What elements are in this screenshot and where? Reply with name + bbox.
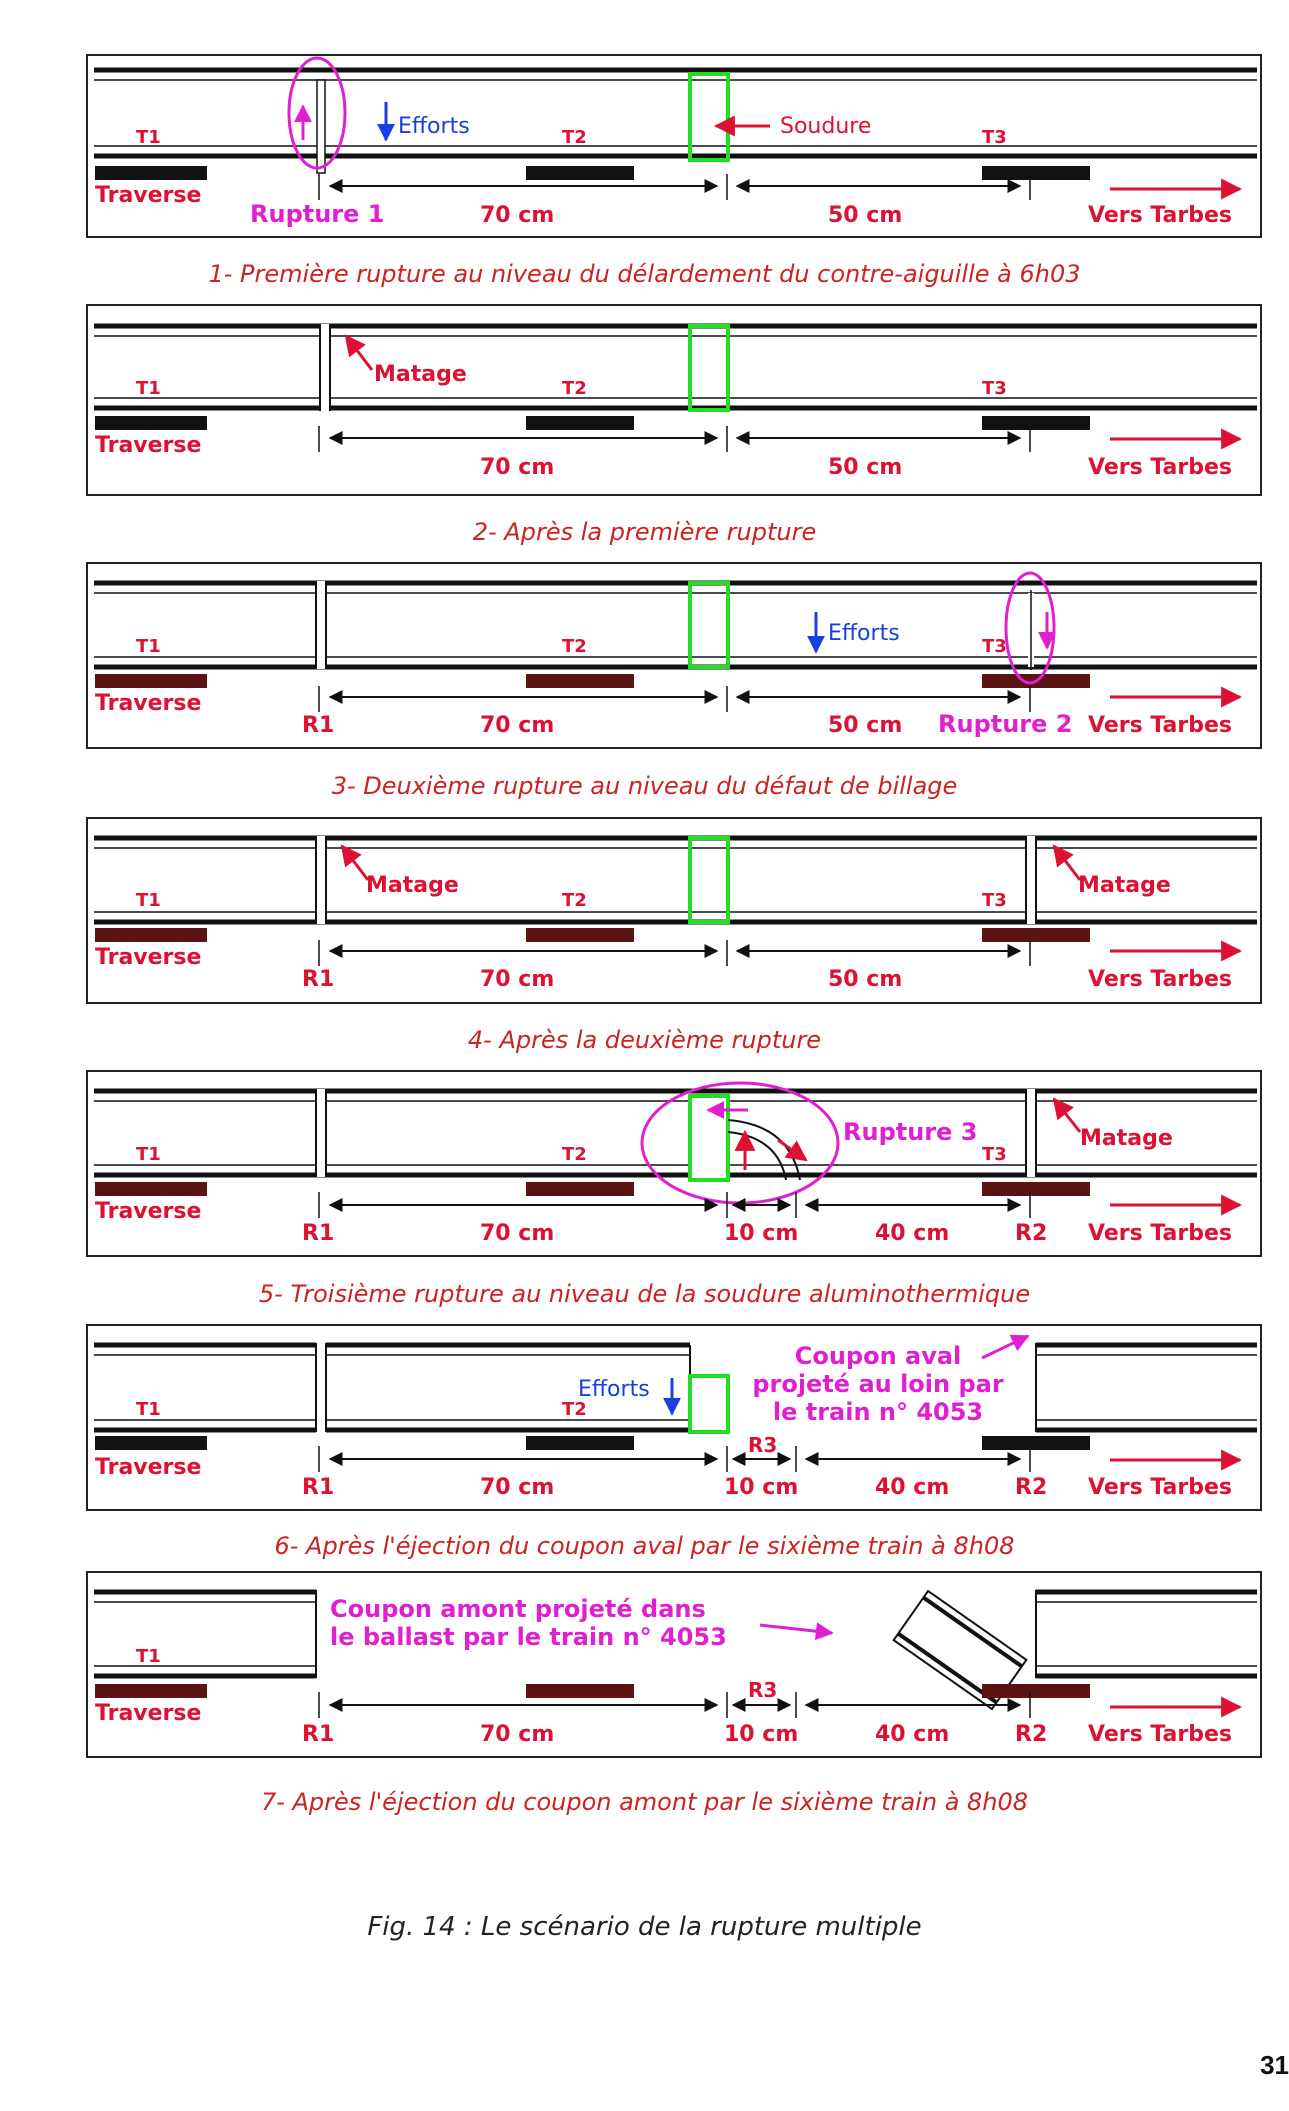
caption-panel-5: 5- Troisième rupture au niveau de la soudure aluminothermique	[258, 1280, 1031, 1308]
label-vers-tarbes: Vers Tarbes	[1088, 1722, 1232, 1747]
dim-50cm: 50 cm	[828, 203, 903, 228]
panel-7	[87, 1572, 1261, 1757]
dim-10cm: 10 cm	[724, 1475, 799, 1500]
label-t1: T1	[136, 378, 161, 399]
label-r1: R1	[302, 967, 335, 992]
label-rupture-1: Rupture 1	[250, 200, 385, 228]
label-t1: T1	[136, 1399, 161, 1420]
dim-50cm: 50 cm	[828, 455, 903, 480]
dim-50cm: 50 cm	[828, 967, 903, 992]
label-vers-tarbes: Vers Tarbes	[1088, 1221, 1232, 1246]
label-efforts: Efforts	[578, 1377, 650, 1402]
label-t1: T1	[136, 1646, 161, 1667]
dim-70cm: 70 cm	[480, 1221, 555, 1246]
dim-40cm: 40 cm	[875, 1475, 950, 1500]
label-rupture-3: Rupture 3	[843, 1118, 978, 1146]
label-t1: T1	[136, 127, 161, 148]
label-vers-tarbes: Vers Tarbes	[1088, 1475, 1232, 1500]
label-t1: T1	[136, 890, 161, 911]
caption-panel-4: 4- Après la deuxième rupture	[467, 1026, 822, 1054]
sleeper-t1	[95, 166, 207, 180]
figure-caption: Fig. 14 : Le scénario de la rupture multiple	[367, 1912, 922, 1942]
label-vers-tarbes: Vers Tarbes	[1088, 713, 1232, 738]
label-r2: R2	[1015, 1722, 1048, 1747]
label-r1: R1	[302, 1475, 335, 1500]
coupon-aval-line-2: projeté au loin par	[752, 1370, 1004, 1398]
panel-4	[87, 818, 1261, 1003]
label-t3: T3	[982, 636, 1007, 657]
label-traverse: Traverse	[95, 945, 202, 970]
label-vers-tarbes: Vers Tarbes	[1088, 203, 1232, 228]
label-t2: T2	[562, 127, 587, 148]
dim-50cm: 50 cm	[828, 713, 903, 738]
sleeper-t2	[526, 166, 634, 180]
dim-70cm: 70 cm	[480, 1722, 555, 1747]
label-r1: R1	[302, 713, 335, 738]
dim-70cm: 70 cm	[480, 713, 555, 738]
label-r3: R3	[748, 1678, 778, 1702]
coupon-aval-line-1: Coupon aval	[794, 1342, 962, 1370]
label-t3: T3	[982, 127, 1007, 148]
caption-panel-7: 7- Après l'éjection du coupon amont par le sixième train à 8h08	[260, 1788, 1029, 1816]
panel-2	[87, 305, 1261, 495]
caption-panel-6: 6- Après l'éjection du coupon aval par le sixième train à 8h08	[274, 1532, 1015, 1560]
label-t1: T1	[136, 1144, 161, 1165]
panel-3	[87, 563, 1261, 748]
dim-40cm: 40 cm	[875, 1221, 950, 1246]
label-r3: R3	[748, 1433, 778, 1457]
dim-10cm: 10 cm	[724, 1221, 799, 1246]
label-t2: T2	[562, 378, 587, 399]
label-t2: T2	[562, 1144, 587, 1165]
label-rupture-2: Rupture 2	[938, 710, 1073, 738]
label-soudure: Soudure	[780, 114, 872, 139]
panel-1	[87, 55, 1261, 237]
label-traverse: Traverse	[95, 1199, 202, 1224]
label-r2: R2	[1015, 1475, 1048, 1500]
dim-70cm: 70 cm	[480, 967, 555, 992]
dim-40cm: 40 cm	[875, 1722, 950, 1747]
label-t2: T2	[562, 890, 587, 911]
label-efforts: Efforts	[828, 621, 900, 646]
dim-70cm: 70 cm	[480, 455, 555, 480]
label-r2: R2	[1015, 1221, 1048, 1246]
caption-panel-2: 2- Après la première rupture	[472, 518, 817, 546]
label-r1: R1	[302, 1722, 335, 1747]
label-t3: T3	[982, 378, 1007, 399]
panel-5	[87, 1071, 1261, 1256]
coupon-aval-line-3: le train n° 4053	[772, 1398, 984, 1426]
label-traverse: Traverse	[95, 691, 202, 716]
coupon-amont-line-1: Coupon amont projeté dans	[330, 1595, 706, 1623]
caption-panel-3: 3- Deuxième rupture au niveau du défaut de billage	[331, 772, 958, 800]
sleeper-t3	[982, 166, 1090, 180]
label-r1: R1	[302, 1221, 335, 1246]
dim-70cm: 70 cm	[480, 203, 555, 228]
label-t2: T2	[562, 1399, 587, 1420]
label-traverse: Traverse	[95, 433, 202, 458]
label-traverse: Traverse	[95, 1455, 202, 1480]
label-matage: Matage	[1080, 1126, 1173, 1151]
page-number: 31	[1260, 2050, 1289, 2080]
label-vers-tarbes: Vers Tarbes	[1088, 967, 1232, 992]
label-matage: Matage	[374, 362, 467, 387]
panel-6	[87, 1325, 1261, 1510]
label-t2: T2	[562, 636, 587, 657]
label-t3: T3	[982, 890, 1007, 911]
dim-70cm: 70 cm	[480, 1475, 555, 1500]
coupon-amont-line-2: le ballast par le train n° 4053	[330, 1623, 727, 1651]
dim-10cm: 10 cm	[724, 1722, 799, 1747]
label-matage: Matage	[366, 873, 459, 898]
caption-panel-1: 1- Première rupture au niveau du délardement du contre-aiguille à 6h03	[208, 260, 1081, 288]
label-traverse: Traverse	[95, 1701, 202, 1726]
weld-box	[690, 74, 728, 160]
label-t3: T3	[982, 1144, 1007, 1165]
label-traverse: Traverse	[95, 183, 202, 208]
label-t1: T1	[136, 636, 161, 657]
label-vers-tarbes: Vers Tarbes	[1088, 455, 1232, 480]
label-efforts: Efforts	[398, 114, 470, 139]
label-matage-2: Matage	[1078, 873, 1171, 898]
